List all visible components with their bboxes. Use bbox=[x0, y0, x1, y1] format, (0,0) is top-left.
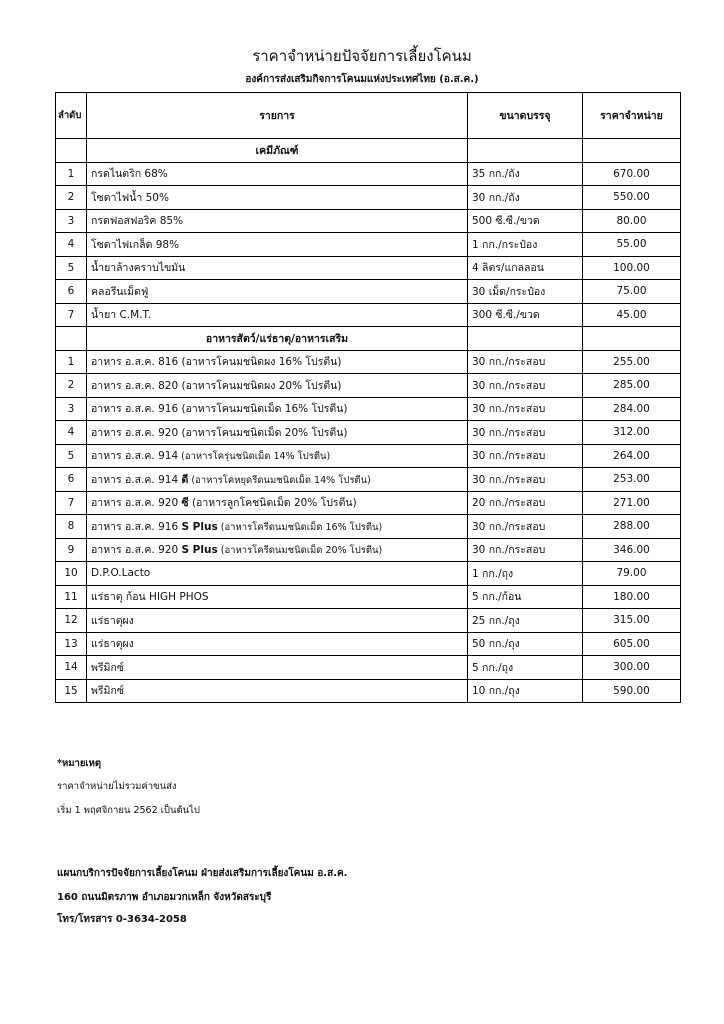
row-price: 55.00 bbox=[583, 233, 681, 257]
row-number: 5 bbox=[56, 444, 87, 468]
row-number: 2 bbox=[56, 186, 87, 210]
table-row bbox=[56, 162, 681, 186]
section-row bbox=[56, 139, 681, 163]
row-price: 288.00 bbox=[583, 515, 681, 539]
row-pack-size: 30 กก./ถัง bbox=[468, 186, 583, 210]
table-row bbox=[56, 679, 681, 703]
row-number: 15 bbox=[56, 679, 87, 703]
row-item bbox=[87, 515, 468, 539]
row-item bbox=[87, 350, 468, 374]
row-item: น้ำยาล้างคราบไขมัน bbox=[87, 256, 468, 280]
table-row bbox=[56, 609, 681, 633]
item-suffix: S Plus bbox=[181, 520, 218, 533]
row-pack-size: 30 กก./กระสอบ bbox=[468, 515, 583, 539]
row-pack-size: 1 กก./ถุง bbox=[468, 562, 583, 586]
row-pack-size: 30 กก./กระสอบ bbox=[468, 350, 583, 374]
table-row bbox=[56, 350, 681, 374]
document-subtitle: องค์การส่งเสริมกิจการโคนมแห่งประเทศไทย (อ.ส.ค.) bbox=[245, 74, 479, 85]
row-item bbox=[87, 374, 468, 398]
table-row bbox=[56, 538, 681, 562]
table-row bbox=[56, 585, 681, 609]
row-item: คลอรีนเม็ดฟู่ bbox=[87, 280, 468, 304]
notes-heading: *หมายเหตุ bbox=[57, 758, 102, 769]
header-seq: ลำดับ bbox=[56, 93, 87, 139]
row-item bbox=[87, 656, 468, 680]
item-name: แร่ธาตุผง bbox=[91, 638, 134, 651]
item-suffix: S Plus bbox=[181, 544, 218, 557]
row-pack-size: 30 กก./กระสอบ bbox=[468, 468, 583, 492]
item-suffix: ดี bbox=[181, 473, 189, 486]
table-row bbox=[56, 562, 681, 586]
row-pack-size: 30 กก./กระสอบ bbox=[468, 374, 583, 398]
row-price: 255.00 bbox=[583, 350, 681, 374]
item-description: (อาหารโคนมชนิดผง 20% โปรตีน) bbox=[178, 379, 342, 392]
item-name: แร่ธาตุ ก้อน HIGH PHOS bbox=[91, 591, 209, 604]
row-number: 12 bbox=[56, 609, 87, 633]
section-chemicals: เคมีภัณฑ์ bbox=[87, 139, 468, 163]
row-price: 271.00 bbox=[583, 491, 681, 515]
row-item: กรดไนตริก 68% bbox=[87, 162, 468, 186]
item-description: (อาหารโคนมชนิดผง 16% โปรตีน) bbox=[178, 356, 342, 369]
row-item bbox=[87, 397, 468, 421]
table-row bbox=[56, 233, 681, 257]
header-item: รายการ bbox=[87, 93, 468, 139]
row-pack-size: 4 ลิตร/แกลลอน bbox=[468, 256, 583, 280]
row-price: 312.00 bbox=[583, 421, 681, 445]
row-item: น้ำยา C.M.T. bbox=[87, 303, 468, 327]
item-name: อาหาร อ.ส.ค. 914 bbox=[91, 450, 179, 463]
table-row bbox=[56, 397, 681, 421]
footer-phone: โทร/โทรสาร 0-3634-2058 bbox=[57, 914, 187, 925]
item-description: (อาหารโครีดนมชนิดเม็ด 16% โปรตีน) bbox=[217, 521, 383, 533]
row-number: 7 bbox=[56, 303, 87, 327]
row-price: 264.00 bbox=[583, 444, 681, 468]
section-feed: อาหารสัตว์/แร่ธาตุ/อาหารเสริม bbox=[87, 327, 468, 351]
row-number: 7 bbox=[56, 491, 87, 515]
row-number: 4 bbox=[56, 233, 87, 257]
row-pack-size: 5 กก./ถุง bbox=[468, 656, 583, 680]
row-item bbox=[87, 585, 468, 609]
item-name: พรีมิกซ์ bbox=[91, 685, 124, 698]
row-number: 10 bbox=[56, 562, 87, 586]
item-name: อาหาร อ.ส.ค. 914 bbox=[91, 473, 182, 486]
row-pack-size: 20 กก./กระสอบ bbox=[468, 491, 583, 515]
item-name: อาหาร อ.ส.ค. 916 bbox=[91, 520, 182, 533]
note-line: ราคาจำหน่ายไม่รวมค่าขนส่ง bbox=[57, 781, 177, 792]
row-price: 670.00 bbox=[583, 162, 681, 186]
row-item bbox=[87, 491, 468, 515]
item-name: อาหาร อ.ส.ค. 920 bbox=[91, 544, 182, 557]
table-row bbox=[56, 444, 681, 468]
item-description: (อาหารโคนมชนิดเม็ด 20% โปรตีน) bbox=[178, 426, 348, 439]
row-item bbox=[87, 562, 468, 586]
row-item: โซดาไฟเกล็ด 98% bbox=[87, 233, 468, 257]
empty-cell bbox=[56, 327, 87, 351]
item-name: อาหาร อ.ส.ค. 920 bbox=[91, 426, 179, 439]
row-number: 3 bbox=[56, 397, 87, 421]
row-price: 315.00 bbox=[583, 609, 681, 633]
row-price: 180.00 bbox=[583, 585, 681, 609]
row-price: 100.00 bbox=[583, 256, 681, 280]
row-pack-size: 300 ซี.ซี./ขวด bbox=[468, 303, 583, 327]
row-price: 45.00 bbox=[583, 303, 681, 327]
table-row bbox=[56, 186, 681, 210]
row-price: 605.00 bbox=[583, 632, 681, 656]
item-suffix: ซี bbox=[181, 497, 189, 510]
row-price: 284.00 bbox=[583, 397, 681, 421]
item-description: (อาหารโคนมชนิดเม็ด 16% โปรตีน) bbox=[178, 403, 348, 416]
item-name: D.P.O.Lacto bbox=[91, 567, 151, 580]
row-item: กรดฟอสฟอริค 85% bbox=[87, 209, 468, 233]
item-name: พรีมิกซ์ bbox=[91, 661, 124, 674]
table-row bbox=[56, 656, 681, 680]
footer-department: แผนกบริการปัจจัยการเลี้ยงโคนม ฝ่ายส่งเสริมการเลี้ยงโคนม อ.ส.ค. bbox=[57, 868, 348, 879]
row-pack-size: 10 กก./ถุง bbox=[468, 679, 583, 703]
row-pack-size: 30 กก./กระสอบ bbox=[468, 538, 583, 562]
empty-cell bbox=[583, 327, 681, 351]
table-row bbox=[56, 491, 681, 515]
header-pack: ขนาดบรรจุ bbox=[468, 93, 583, 139]
document-title: ราคาจำหน่ายปัจจัยการเลี้ยงโคนม bbox=[252, 47, 472, 65]
item-description: (อาหารโครุ่นชนิดเม็ด 14% โปรตีน) bbox=[178, 451, 331, 463]
item-name: อาหาร อ.ส.ค. 820 bbox=[91, 379, 179, 392]
item-description: (อาหารโคหยุดรีดนมชนิดเม็ด 14% โปรตีน) bbox=[188, 474, 371, 486]
row-number: 9 bbox=[56, 538, 87, 562]
row-item: โซดาไฟน้ำ 50% bbox=[87, 186, 468, 210]
row-number: 11 bbox=[56, 585, 87, 609]
row-item bbox=[87, 538, 468, 562]
table-row bbox=[56, 468, 681, 492]
table-row bbox=[56, 209, 681, 233]
item-name: อาหาร อ.ส.ค. 916 bbox=[91, 403, 179, 416]
item-description: (อาหารโครีดนมชนิดเม็ด 20% โปรตีน) bbox=[217, 545, 383, 557]
row-number: 2 bbox=[56, 374, 87, 398]
item-name: อาหาร อ.ส.ค. 920 bbox=[91, 497, 182, 510]
row-number: 13 bbox=[56, 632, 87, 656]
row-price: 346.00 bbox=[583, 538, 681, 562]
row-price: 550.00 bbox=[583, 186, 681, 210]
row-pack-size: 25 กก./ถุง bbox=[468, 609, 583, 633]
table-row bbox=[56, 374, 681, 398]
item-name: แร่ธาตุผง bbox=[91, 614, 134, 627]
row-number: 3 bbox=[56, 209, 87, 233]
row-number: 1 bbox=[56, 350, 87, 374]
item-description: (อาหารลูกโคชนิดเม็ด 20% โปรตีน) bbox=[188, 497, 357, 510]
row-price: 300.00 bbox=[583, 656, 681, 680]
row-number: 6 bbox=[56, 280, 87, 304]
row-item bbox=[87, 632, 468, 656]
row-item bbox=[87, 609, 468, 633]
row-price: 253.00 bbox=[583, 468, 681, 492]
row-number: 1 bbox=[56, 162, 87, 186]
row-pack-size: 30 กก./กระสอบ bbox=[468, 421, 583, 445]
row-price: 80.00 bbox=[583, 209, 681, 233]
row-pack-size: 30 กก./กระสอบ bbox=[468, 444, 583, 468]
row-item bbox=[87, 468, 468, 492]
section-row bbox=[56, 327, 681, 351]
table-row bbox=[56, 280, 681, 304]
price-table bbox=[55, 92, 681, 703]
row-price: 75.00 bbox=[583, 280, 681, 304]
table-row bbox=[56, 515, 681, 539]
table-row bbox=[56, 421, 681, 445]
row-number: 8 bbox=[56, 515, 87, 539]
row-pack-size: 30 กก./กระสอบ bbox=[468, 397, 583, 421]
footer-address: 160 ถนนมิตรภาพ อำเภอมวกเหล็ก จังหวัดสระบุรี bbox=[57, 892, 272, 903]
row-pack-size: 500 ซี.ซี./ขวด bbox=[468, 209, 583, 233]
row-pack-size: 35 กก./ถัง bbox=[468, 162, 583, 186]
table-row bbox=[56, 303, 681, 327]
header-price: ราคาจำหน่าย bbox=[583, 93, 681, 139]
table-header-row bbox=[56, 93, 681, 139]
row-number: 14 bbox=[56, 656, 87, 680]
row-item bbox=[87, 679, 468, 703]
table-row bbox=[56, 632, 681, 656]
empty-cell bbox=[468, 327, 583, 351]
row-number: 6 bbox=[56, 468, 87, 492]
table-row bbox=[56, 256, 681, 280]
row-price: 590.00 bbox=[583, 679, 681, 703]
row-item bbox=[87, 444, 468, 468]
row-pack-size: 50 กก./ถุง bbox=[468, 632, 583, 656]
row-pack-size: 1 กก./กระป๋อง bbox=[468, 233, 583, 257]
row-number: 5 bbox=[56, 256, 87, 280]
item-name: อาหาร อ.ส.ค. 816 bbox=[91, 356, 179, 369]
note-line: เริ่ม 1 พฤศจิกายน 2562 เป็นต้นไป bbox=[57, 805, 200, 816]
row-price: 79.00 bbox=[583, 562, 681, 586]
row-item bbox=[87, 421, 468, 445]
row-pack-size: 30 เม็ด/กระป๋อง bbox=[468, 280, 583, 304]
row-pack-size: 5 กก./ก้อน bbox=[468, 585, 583, 609]
row-number: 4 bbox=[56, 421, 87, 445]
row-price: 285.00 bbox=[583, 374, 681, 398]
